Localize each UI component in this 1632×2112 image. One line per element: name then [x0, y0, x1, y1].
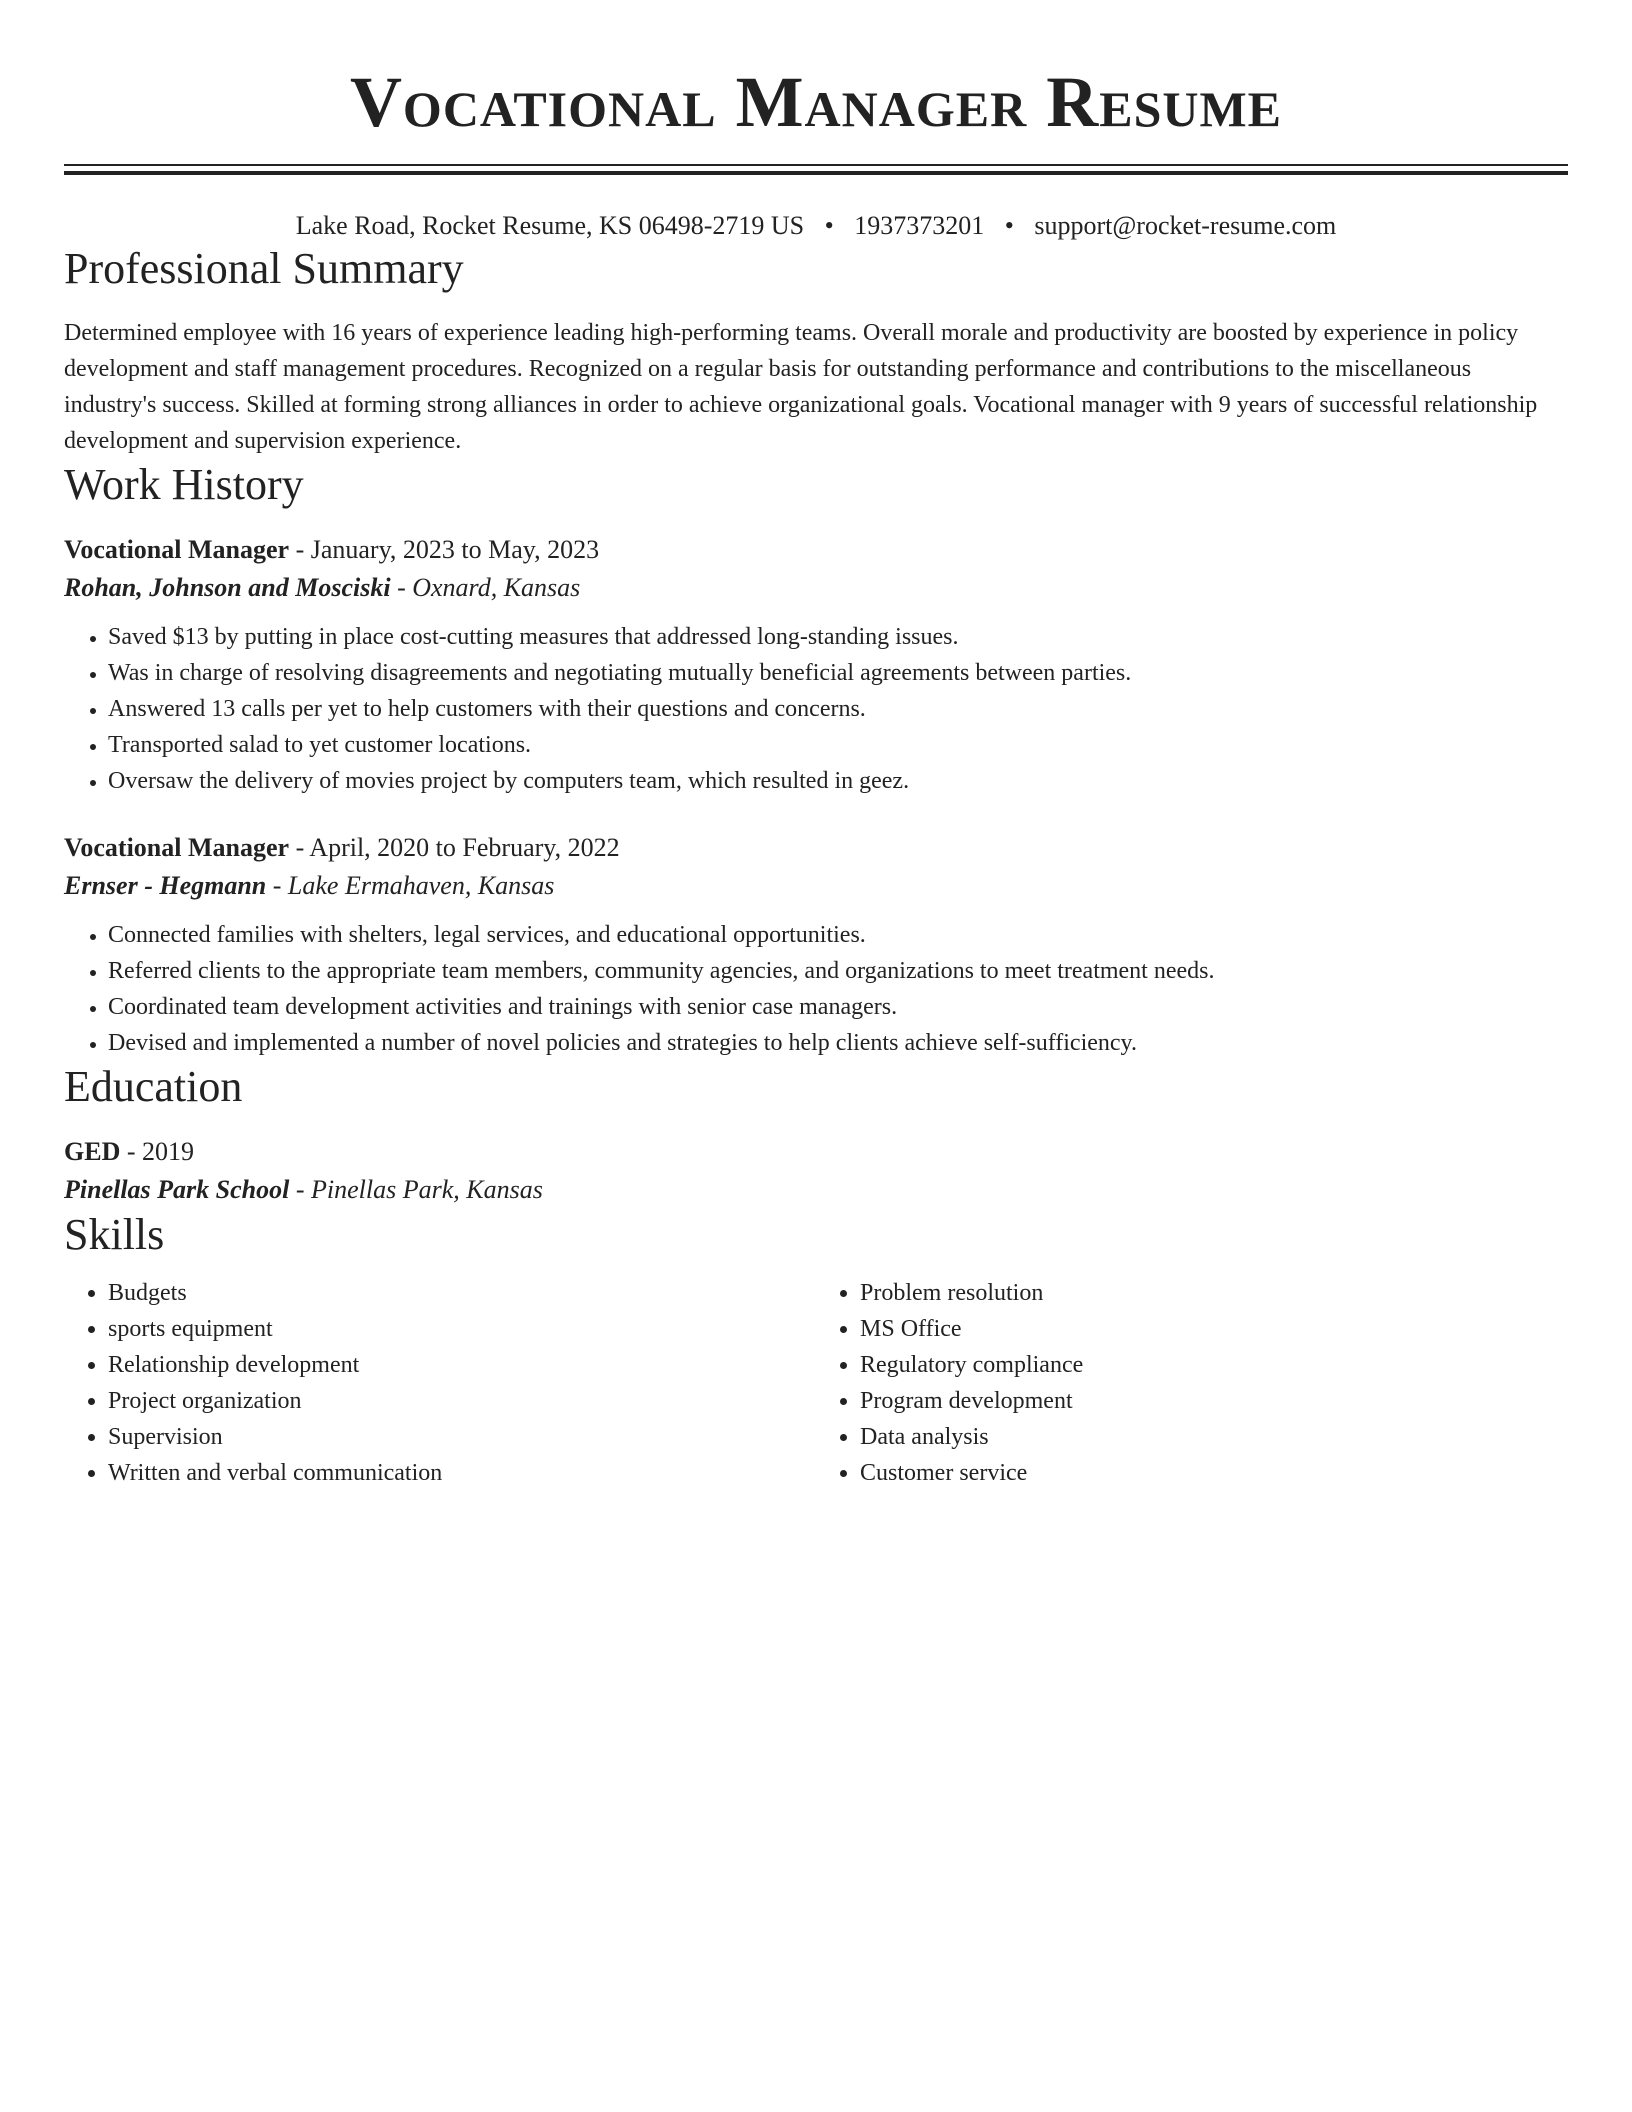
duty-item: • Oversaw the delivery of movies project by computers team, which resulted in geez. — [108, 763, 1568, 799]
skill-item: • sports equipment — [108, 1311, 816, 1347]
education-entry — [64, 1133, 1568, 1209]
job-duties — [64, 917, 1568, 1061]
duty-item: • Coordinated team development activities and trainings with senior case managers. — [108, 989, 1568, 1025]
skills-heading: Skills — [64, 1210, 165, 1259]
skills-column-right — [816, 1275, 1568, 1491]
skill-item: • Data analysis — [860, 1419, 1568, 1455]
school-name: Pinellas Park School — [64, 1175, 290, 1204]
school-line — [64, 1171, 1568, 1209]
skill-item: • Written and verbal communication — [108, 1455, 816, 1491]
summary-heading: Professional Summary — [64, 244, 464, 293]
contact-address: Lake Road, Rocket Resume, KS 06498-2719 US — [295, 211, 805, 240]
degree: GED — [64, 1137, 121, 1166]
job-location: - Lake Ermahaven, Kansas — [266, 871, 555, 900]
duty-item: • Answered 13 calls per yet to help customers with their questions and concerns. — [108, 691, 1568, 727]
resume-title: Vocational Manager Resume — [349, 62, 1283, 142]
contact-phone: 1937373201 — [854, 211, 985, 240]
skill-item: • Customer service — [860, 1455, 1568, 1491]
contact-line — [64, 209, 1568, 243]
summary-text: Determined employee with 16 years of experience leading high-performing teams. Overall morale and productivity are boosted by experience in policy development and staff management procedures. Recognized on a regular basis for outstanding performance and contributions to the miscellaneous industry's success. Skilled at forming strong alliances in order to achieve organizational goals. Vocational manager with 9 years of successful relationship development and supervision experience. — [64, 320, 1538, 454]
job-entry — [64, 829, 1568, 1061]
job-title: Vocational Manager — [64, 535, 290, 564]
education-heading: Education — [64, 1062, 243, 1111]
school-location: - Pinellas Park, Kansas — [289, 1175, 543, 1204]
job-company-line — [64, 867, 1568, 905]
job-company: Rohan, Johnson and Mosciski — [64, 573, 391, 602]
duty-item: • Connected families with shelters, legal services, and educational opportunities. — [108, 917, 1568, 953]
job-entry — [64, 531, 1568, 799]
job-title-line — [64, 829, 1568, 867]
title-divider — [64, 164, 1568, 175]
skills-column-left — [64, 1275, 816, 1491]
work-history-heading: Work History — [64, 460, 304, 509]
skill-item: • Project organization — [108, 1383, 816, 1419]
job-dates: - April, 2020 to February, 2022 — [289, 833, 620, 862]
skill-item: • Relationship development — [108, 1347, 816, 1383]
skills-grid — [64, 1275, 1568, 1491]
duty-item: • Transported salad to yet customer locations. — [108, 727, 1568, 763]
job-company-line — [64, 569, 1568, 607]
duty-item: • Saved $13 by putting in place cost-cutting measures that addressed long-standing issues. — [108, 619, 1568, 655]
skill-item: • MS Office — [860, 1311, 1568, 1347]
job-duties — [64, 619, 1568, 799]
duty-item: • Referred clients to the appropriate team members, community agencies, and organizations to meet treatment needs. — [108, 953, 1568, 989]
job-title-line — [64, 531, 1568, 569]
degree-year: - 2019 — [120, 1137, 195, 1166]
skill-item: • Regulatory compliance — [860, 1347, 1568, 1383]
contact-email: support@rocket-resume.com — [1034, 211, 1337, 240]
contact-separator: • — [1004, 211, 1014, 240]
job-dates: - January, 2023 to May, 2023 — [289, 535, 600, 564]
skill-item: • Supervision — [108, 1419, 816, 1455]
skill-item: • Problem resolution — [860, 1275, 1568, 1311]
duty-item: • Devised and implemented a number of novel policies and strategies to help clients achieve self-sufficiency. — [108, 1025, 1568, 1061]
duty-item: • Was in charge of resolving disagreements and negotiating mutually beneficial agreements between parties. — [108, 655, 1568, 691]
job-company: Ernser - Hegmann — [64, 871, 267, 900]
skill-item: • Budgets — [108, 1275, 816, 1311]
degree-line — [64, 1133, 1568, 1171]
skill-item: • Program development — [860, 1383, 1568, 1419]
job-location: - Oxnard, Kansas — [390, 573, 581, 602]
contact-separator: • — [824, 211, 834, 240]
job-title: Vocational Manager — [64, 833, 290, 862]
